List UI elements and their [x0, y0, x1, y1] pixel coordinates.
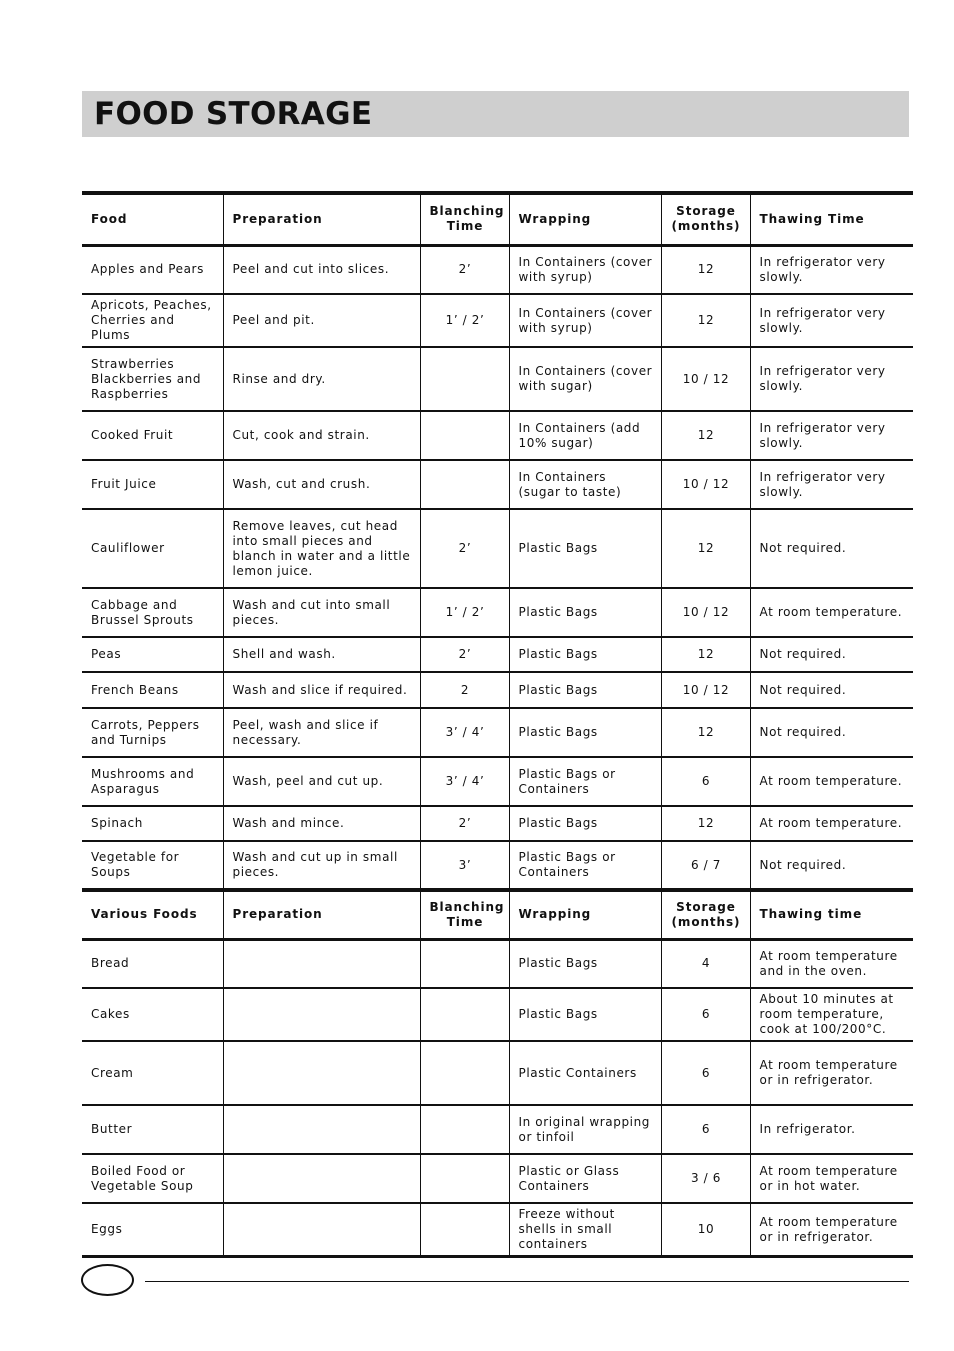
cell-wrapping: Plastic Bags [509, 708, 661, 757]
cell-wrapping: Plastic Bags or Containers [509, 757, 661, 806]
cell-storage: 10 [661, 1203, 750, 1257]
cell-food: Bread [82, 939, 223, 988]
header-preparation: Preparation [223, 193, 420, 245]
cell-wrapping: Plastic Bags [509, 509, 661, 588]
cell-blanching [420, 1105, 509, 1154]
title-bar [82, 91, 909, 137]
cell-preparation: Peel, wash and slice if necessary. [223, 708, 420, 757]
header-food: Various Foods [82, 890, 223, 939]
cell-food: Apples and Pears [82, 245, 223, 294]
cell-wrapping: Plastic Bags [509, 806, 661, 841]
cell-wrapping: Freeze without shells in small containers [509, 1203, 661, 1257]
page-title: FOOD STORAGE [94, 96, 373, 132]
cell-thawing: In refrigerator. [750, 1105, 913, 1154]
cell-food: Peas [82, 637, 223, 672]
cell-storage: 10 / 12 [661, 672, 750, 708]
cell-storage: 6 [661, 757, 750, 806]
cell-preparation: Wash and cut up in small pieces. [223, 841, 420, 890]
cell-blanching [420, 1203, 509, 1257]
table-row [82, 294, 913, 347]
cell-blanching: 1’ / 2’ [420, 294, 509, 347]
cell-blanching: 3’ / 4’ [420, 757, 509, 806]
cell-blanching: 2’ [420, 637, 509, 672]
cell-thawing: Not required. [750, 841, 913, 890]
cell-blanching [420, 1154, 509, 1203]
cell-storage: 10 / 12 [661, 588, 750, 637]
cell-preparation: Wash and slice if required. [223, 672, 420, 708]
cell-thawing: At room temperature or in refrigerator. [750, 1203, 913, 1257]
cell-blanching [420, 347, 509, 411]
cell-wrapping: Plastic Bags [509, 988, 661, 1041]
header-wrapping: Wrapping [509, 890, 661, 939]
cell-wrapping: Plastic or Glass Containers [509, 1154, 661, 1203]
table-row [82, 588, 913, 637]
table-row [82, 1203, 913, 1257]
cell-food: Cooked Fruit [82, 411, 223, 460]
cell-thawing: At room temperature or in refrigerator. [750, 1041, 913, 1105]
cell-food: Cream [82, 1041, 223, 1105]
fruit-veg-header-row [82, 193, 913, 245]
cell-storage: 4 [661, 939, 750, 988]
table-row [82, 988, 913, 1041]
cell-wrapping: In original wrapping or tinfoil [509, 1105, 661, 1154]
cell-storage: 12 [661, 245, 750, 294]
table-row [82, 637, 913, 672]
cell-blanching: 3’ / 4’ [420, 708, 509, 757]
cell-blanching [420, 988, 509, 1041]
cell-thawing: Not required. [750, 708, 913, 757]
cell-storage: 12 [661, 806, 750, 841]
cell-blanching [420, 411, 509, 460]
various-header-row [82, 890, 913, 939]
cell-preparation: Rinse and dry. [223, 347, 420, 411]
header-thawing: Thawing Time [750, 193, 913, 245]
cell-storage: 12 [661, 637, 750, 672]
cell-preparation: Peel and pit. [223, 294, 420, 347]
cell-preparation [223, 1105, 420, 1154]
cell-wrapping: In Containers (add 10% sugar) [509, 411, 661, 460]
cell-food: Cakes [82, 988, 223, 1041]
cell-blanching [420, 1041, 509, 1105]
cell-storage: 6 [661, 988, 750, 1041]
cell-preparation [223, 1154, 420, 1203]
cell-wrapping: Plastic Bags or Containers [509, 841, 661, 890]
table-row [82, 347, 913, 411]
cell-thawing: At room temperature. [750, 588, 913, 637]
cell-thawing: In refrigerator very slowly. [750, 245, 913, 294]
cell-food: Fruit Juice [82, 460, 223, 509]
cell-blanching [420, 939, 509, 988]
cell-storage: 12 [661, 509, 750, 588]
header-blanching: Blanching Time [420, 890, 509, 939]
cell-preparation: Wash and cut into small pieces. [223, 588, 420, 637]
cell-wrapping: Plastic Containers [509, 1041, 661, 1105]
cell-thawing: In refrigerator very slowly. [750, 347, 913, 411]
cell-food: Eggs [82, 1203, 223, 1257]
cell-storage: 3 / 6 [661, 1154, 750, 1203]
cell-storage: 6 [661, 1041, 750, 1105]
cell-food: Mushrooms and Asparagus [82, 757, 223, 806]
cell-food: Butter [82, 1105, 223, 1154]
cell-preparation [223, 988, 420, 1041]
cell-food: Cabbage and Brussel Sprouts [82, 588, 223, 637]
cell-blanching: 2’ [420, 509, 509, 588]
table-row [82, 460, 913, 509]
cell-thawing: Not required. [750, 509, 913, 588]
cell-thawing: In refrigerator very slowly. [750, 294, 913, 347]
cell-preparation: Wash, peel and cut up. [223, 757, 420, 806]
table-row [82, 411, 913, 460]
table-row [82, 708, 913, 757]
table-row [82, 939, 913, 988]
cell-food: Strawberries Blackberries and Raspberries [82, 347, 223, 411]
cell-blanching: 2’ [420, 245, 509, 294]
cell-thawing: Not required. [750, 637, 913, 672]
cell-thawing: At room temperature. [750, 757, 913, 806]
cell-food: Boiled Food or Vegetable Soup [82, 1154, 223, 1203]
table-row [82, 757, 913, 806]
cell-preparation [223, 1041, 420, 1105]
table-row [82, 841, 913, 890]
header-food: Food [82, 193, 223, 245]
cell-wrapping: Plastic Bags [509, 939, 661, 988]
cell-blanching: 2 [420, 672, 509, 708]
cell-wrapping: Plastic Bags [509, 588, 661, 637]
cell-blanching: 1’ / 2’ [420, 588, 509, 637]
cell-preparation: Shell and wash. [223, 637, 420, 672]
table-row [82, 672, 913, 708]
cell-wrapping: In Containers (cover with syrup) [509, 245, 661, 294]
food-storage-table [82, 191, 913, 1258]
cell-preparation: Remove leaves, cut head into small pieces and blanch in water and a little lemon juice. [223, 509, 420, 588]
cell-thawing: At room temperature. [750, 806, 913, 841]
cell-thawing: At room temperature and in the oven. [750, 939, 913, 988]
header-preparation: Preparation [223, 890, 420, 939]
header-storage: Storage (months) [661, 193, 750, 245]
cell-thawing: Not required. [750, 672, 913, 708]
cell-thawing: In refrigerator very slowly. [750, 460, 913, 509]
cell-storage: 10 / 12 [661, 347, 750, 411]
cell-food: Carrots, Peppers and Turnips [82, 708, 223, 757]
cell-storage: 12 [661, 708, 750, 757]
cell-food: Apricots, Peaches, Cherries and Plums [82, 294, 223, 347]
cell-wrapping: In Containers (cover with sugar) [509, 347, 661, 411]
cell-wrapping: Plastic Bags [509, 637, 661, 672]
cell-preparation: Peel and cut into slices. [223, 245, 420, 294]
cell-food: Vegetable for Soups [82, 841, 223, 890]
header-thawing: Thawing time [750, 890, 913, 939]
footer-rule [145, 1281, 909, 1282]
header-wrapping: Wrapping [509, 193, 661, 245]
cell-wrapping: Plastic Bags [509, 672, 661, 708]
cell-blanching [420, 460, 509, 509]
table-row [82, 245, 913, 294]
cell-thawing: At room temperature or in hot water. [750, 1154, 913, 1203]
cell-food: Cauliflower [82, 509, 223, 588]
table-row [82, 1041, 913, 1105]
table-row [82, 806, 913, 841]
cell-storage: 12 [661, 411, 750, 460]
cell-preparation [223, 939, 420, 988]
food-storage-table-body [82, 193, 913, 1257]
cell-food: Spinach [82, 806, 223, 841]
cell-preparation [223, 1203, 420, 1257]
table-row [82, 1154, 913, 1203]
header-storage: Storage (months) [661, 890, 750, 939]
cell-storage: 6 / 7 [661, 841, 750, 890]
cell-preparation: Wash, cut and crush. [223, 460, 420, 509]
cell-blanching: 3’ [420, 841, 509, 890]
cell-preparation: Wash and mince. [223, 806, 420, 841]
page-number-oval [81, 1264, 134, 1296]
cell-thawing: In refrigerator very slowly. [750, 411, 913, 460]
cell-wrapping: In Containers (cover with syrup) [509, 294, 661, 347]
cell-thawing: About 10 minutes at room temperature, cook at 100/200°C. [750, 988, 913, 1041]
cell-blanching: 2’ [420, 806, 509, 841]
cell-wrapping: In Containers (sugar to taste) [509, 460, 661, 509]
cell-food: French Beans [82, 672, 223, 708]
table-row [82, 509, 913, 588]
table-row [82, 1105, 913, 1154]
cell-storage: 10 / 12 [661, 460, 750, 509]
cell-storage: 6 [661, 1105, 750, 1154]
cell-storage: 12 [661, 294, 750, 347]
cell-preparation: Cut, cook and strain. [223, 411, 420, 460]
header-blanching: Blanching Time [420, 193, 509, 245]
